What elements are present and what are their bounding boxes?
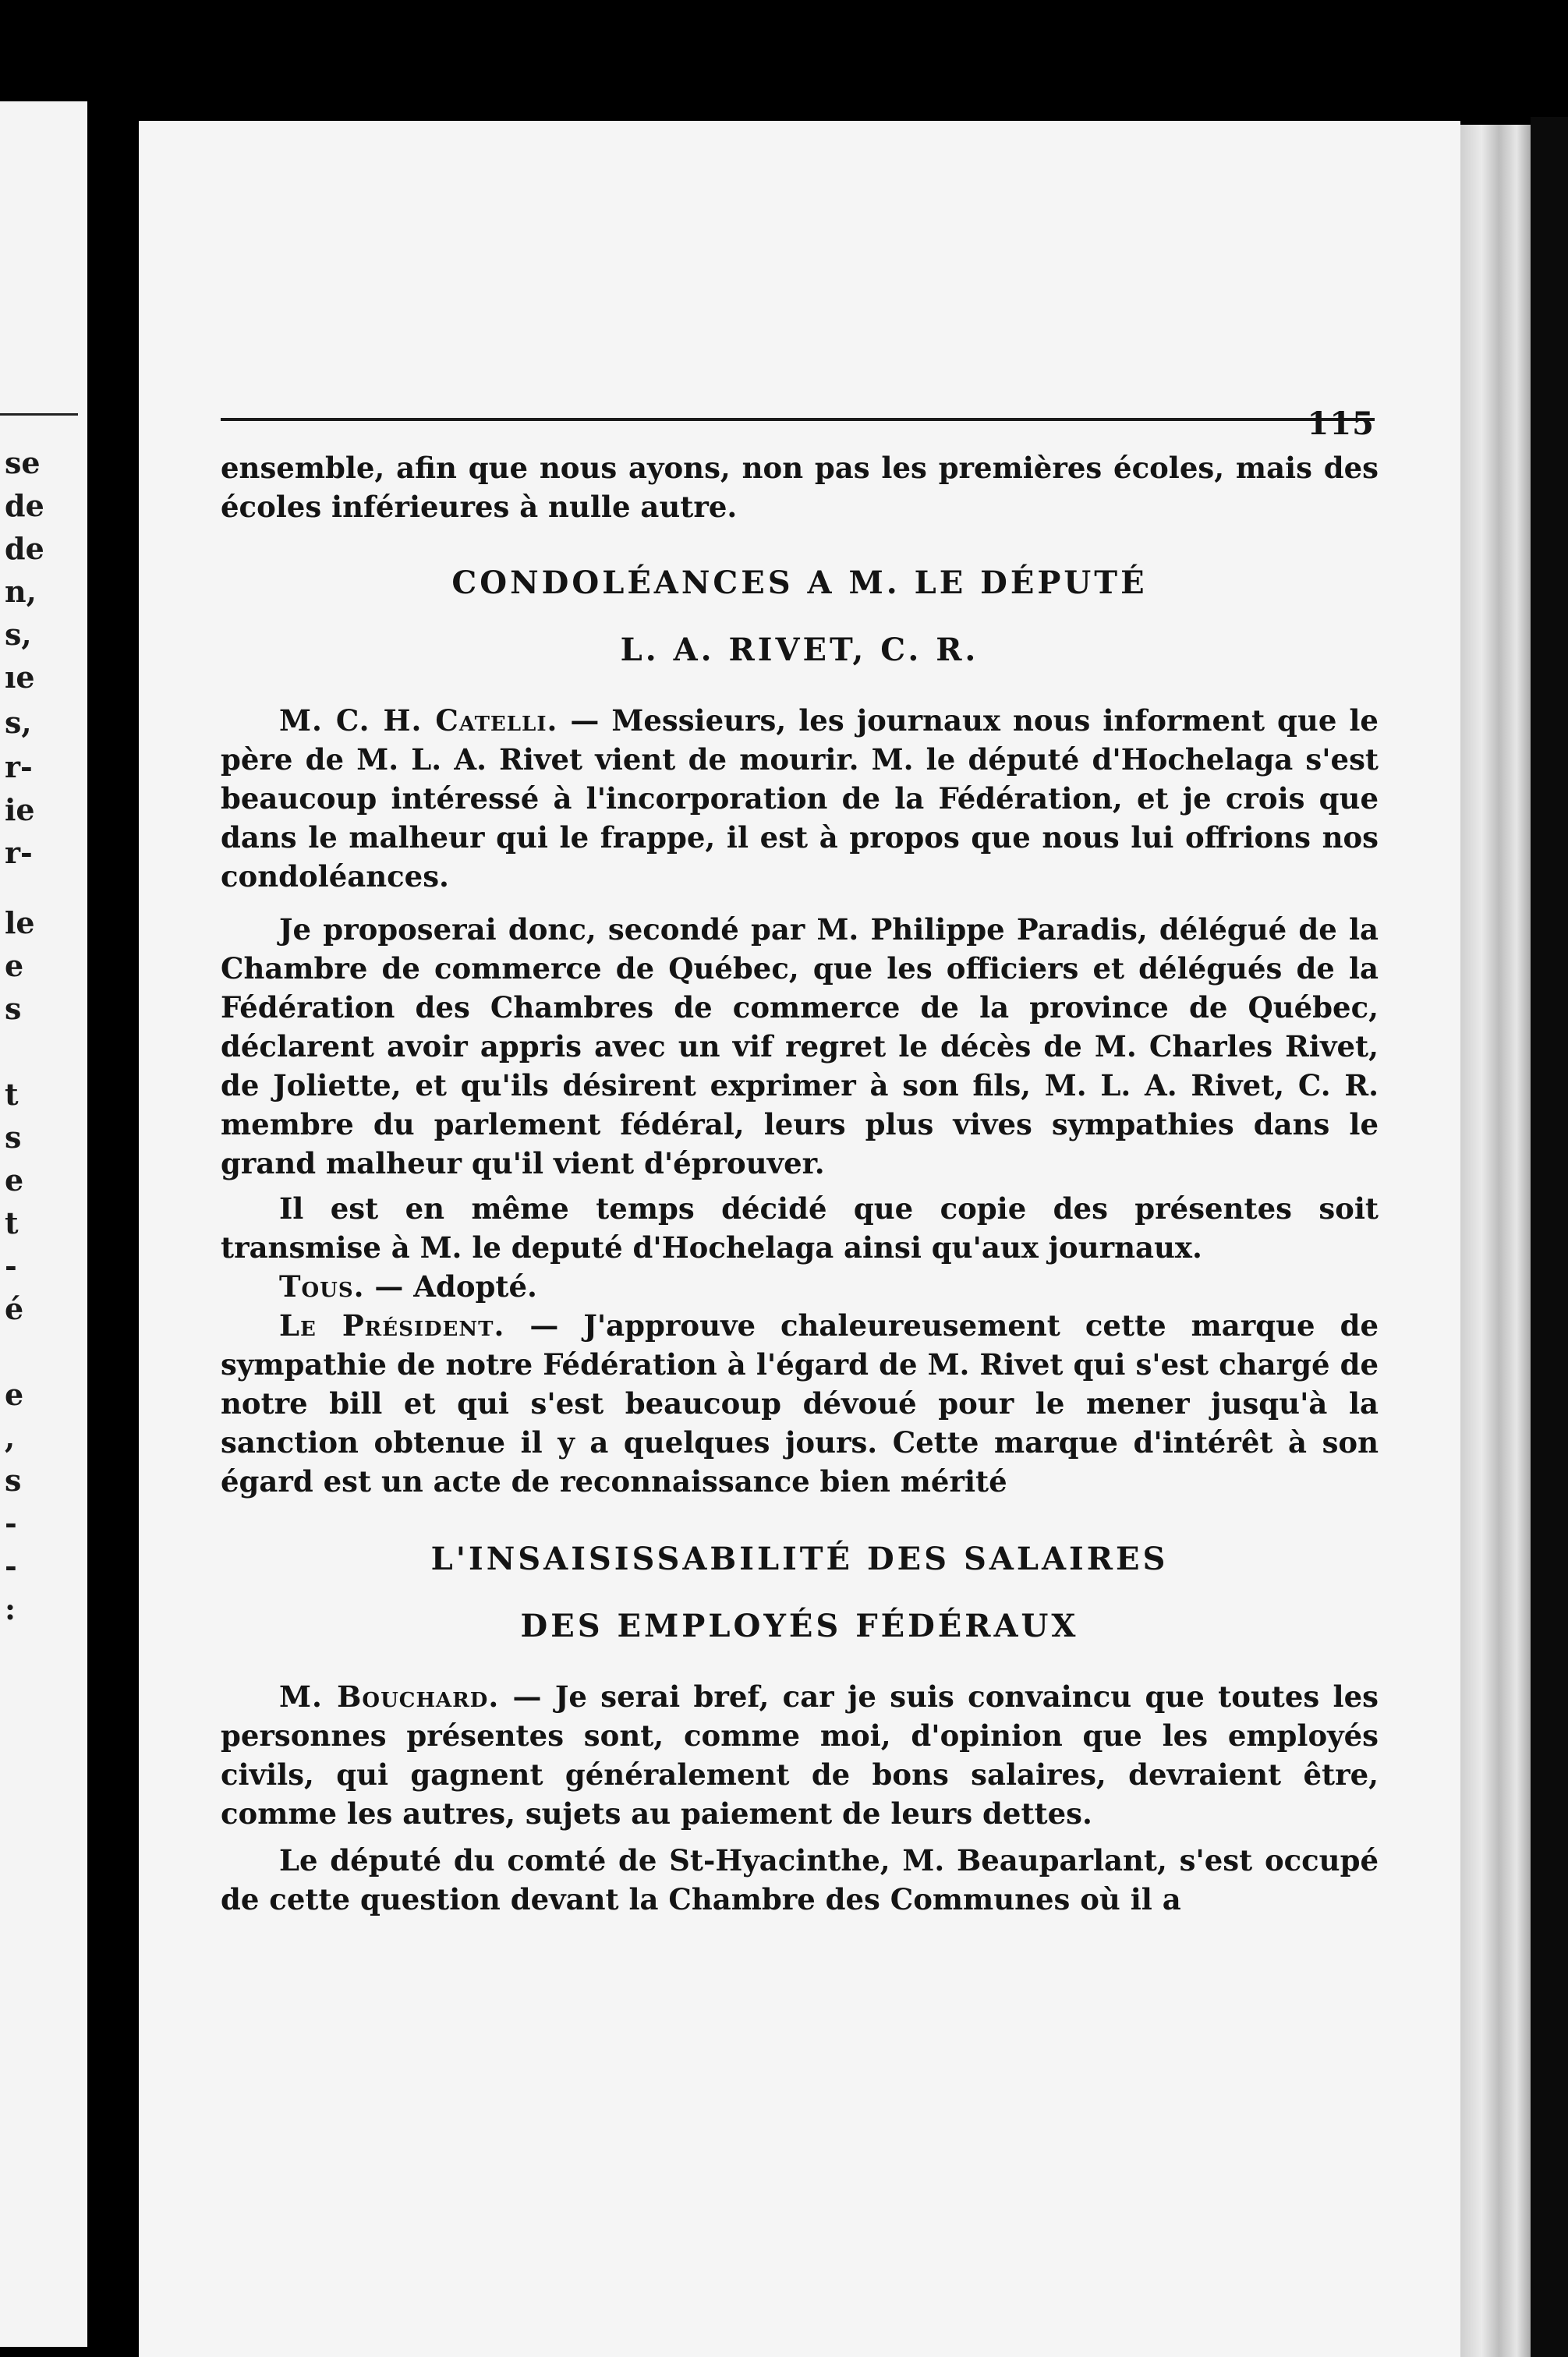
left-page-fragment: s,: [5, 705, 32, 740]
left-page-fragment: le: [5, 905, 35, 940]
book-page: [139, 121, 1460, 2357]
left-page-fragment: e: [5, 1163, 24, 1198]
paragraph-text: — J'approuve chaleureusement cette marque de sympathie de notre Fédération à l'égard de M. Rivet qui s'est chargé de notre bill et qui s'est beaucoup dévoué pour le mener jusqu'à la sanction obtenue il y a quelques jours. Cette marque d'intérêt à son égard est un acte de reconnaissance bien mérité: [221, 1308, 1379, 1499]
left-page-fragment: r-: [5, 749, 33, 784]
left-page-fragment: s: [5, 1463, 22, 1498]
left-page-fragment: -: [5, 1506, 17, 1541]
left-page-fragment: se: [5, 445, 41, 480]
paragraph-president: [221, 1306, 1379, 1501]
left-page-fragment: e: [5, 1377, 24, 1412]
left-page-fragment: -: [5, 1248, 17, 1283]
left-page-fragment: ie: [5, 792, 35, 827]
paragraph-catelli: [221, 701, 1379, 896]
opening-paragraph: ensemble, afin que nous ayons, non pas les premières écoles, mais des écoles inférieures à nulle autre.: [221, 451, 1379, 524]
left-page-fragment: -: [5, 1548, 17, 1584]
paragraph-text: — Messieurs, les journaux nous informent que le père de M. L. A. Rivet vient de mourir. M. le député d'Hochelaga s'est beaucoup intéressé à l'incorporation de la Fédération, et je crois que dans le malheur qui le frappe, il est à propos que nous lui offrions nos condoléances.: [221, 703, 1379, 894]
left-page-fragment: ,: [5, 1420, 16, 1455]
left-page-fragment: n,: [5, 574, 37, 609]
left-page-fragment: :: [5, 1591, 16, 1626]
left-page-fragment: e: [5, 948, 24, 983]
section-subheading-rivet: L. A. RIVET, C. R.: [620, 632, 979, 668]
scan-border: [1531, 117, 1568, 2357]
paragraph-bouchard: [221, 1677, 1379, 1833]
left-page-fragment: ıe: [5, 660, 35, 695]
left-page-fragment: de: [5, 488, 44, 523]
left-page-fragment: s: [5, 991, 22, 1026]
speaker-name: M. Bouchard.: [279, 1679, 500, 1714]
section-heading-condoleances: CONDOLÉANCES A M. LE DÉPUTÉ: [451, 564, 1148, 601]
paragraph-text: — Adopté.: [364, 1269, 537, 1304]
left-page-fragment: de: [5, 531, 44, 566]
paragraph-tous: [221, 1267, 1379, 1306]
paragraph-proposal: Je proposerai donc, secondé par M. Philippe Paradis, délégué de la Chambre de commerce de Québec, que les officiers et délégués de la Fédération des Chambres de commerce de la province de Québec, déclarent avoir appris avec un vif regret le décès de M. Charles Rivet, de Joliette, et qu'ils désirent exprimer à son fils, M. L. A. Rivet, C. R. membre du parlement fédéral, leurs plus vives sympathies dans le grand malheur qu'il vient d'éprouver.: [221, 912, 1379, 1180]
section-heading-insaisissabilite: L'INSAISISSABILITÉ DES SALAIRES: [430, 1541, 1169, 1577]
left-page-fragment: s: [5, 1120, 22, 1155]
left-page-fragment: t: [5, 1205, 19, 1240]
paragraph-beauparlant: Le député du comté de St-Hyacinthe, M. Beauparlant, s'est occupé de cette question devant la Chambre des Communes où il a: [221, 1843, 1379, 1916]
section-subheading-employes: DES EMPLOYÉS FÉDÉRAUX: [520, 1608, 1079, 1644]
left-page-rule: [0, 413, 78, 416]
speaker-name: M. C. H. Catelli.: [279, 703, 558, 738]
speaker-name: Le Président.: [279, 1308, 505, 1343]
paragraph-text: — Je serai bref, car je suis convaincu que toutes les personnes présentes sont, comme moi, d'opinion que les employés civils, qui gagnent généralement de bons salaires, devraient être, comme les autres, sujets au paiement de leurs dettes.: [221, 1679, 1379, 1831]
speaker-name: Tous.: [279, 1269, 365, 1304]
left-page-fragment: r-: [5, 835, 33, 870]
left-page-fragment: t: [5, 1077, 19, 1112]
book-gutter: [87, 94, 139, 2355]
left-page-fragment: s,: [5, 617, 32, 652]
paragraph-decision: Il est en même temps décidé que copie des présentes soit transmise à M. le deputé d'Hochelaga ainsi qu'aux journaux.: [221, 1191, 1379, 1265]
left-facing-page: [0, 101, 87, 2347]
page-number: 115: [1307, 405, 1375, 442]
page-stack-edge: [1460, 125, 1531, 2357]
left-page-fragment: é: [5, 1291, 24, 1326]
page-content: [221, 448, 1379, 1919]
